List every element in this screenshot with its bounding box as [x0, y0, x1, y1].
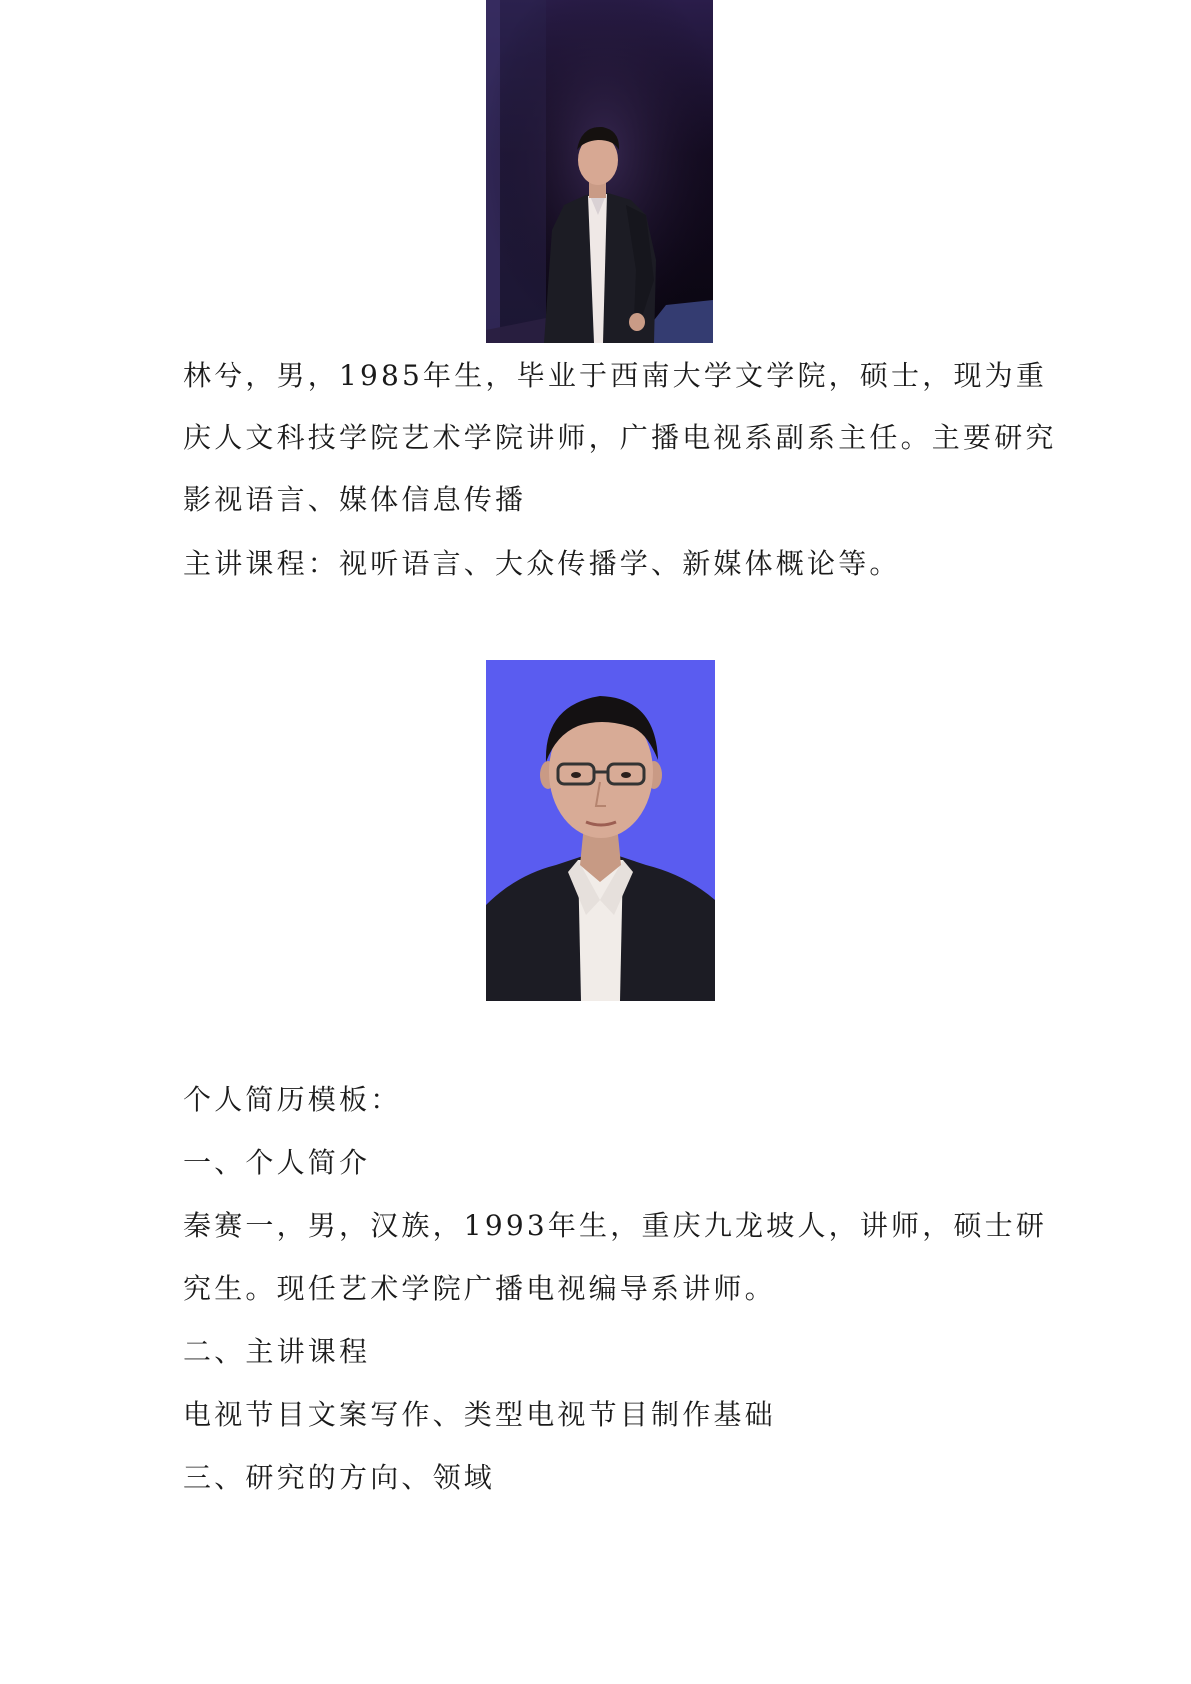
stage-portrait-image — [486, 0, 713, 343]
profile-1-bio-line-3: 影视语言、媒体信息传播 — [183, 483, 527, 516]
profile-2-bio-line-1: 秦赛一，男，汉族，1993年生，重庆九龙坡人，讲师，硕士研 — [183, 1209, 1048, 1242]
profile-2-courses: 电视节目文案写作、类型电视节目制作基础 — [183, 1398, 776, 1431]
profile-1-courses: 主讲课程：视听语言、大众传播学、新媒体概论等。 — [183, 547, 901, 580]
section-1-heading: 一、个人简介 — [183, 1146, 371, 1179]
profile-1-bio-line-1: 林兮，男，1985年生，毕业于西南大学文学院，硕士，现为重 — [183, 359, 1048, 392]
template-heading: 个人简历模板： — [183, 1083, 402, 1116]
profile-2-bio-line-2: 究生。现任艺术学院广播电视编导系讲师。 — [183, 1272, 776, 1305]
profile-photo-id — [486, 660, 715, 1001]
section-2-heading: 二、主讲课程 — [183, 1335, 371, 1368]
id-portrait-image — [486, 660, 715, 1001]
profile-photo-stage — [486, 0, 713, 343]
section-3-heading: 三、研究的方向、领域 — [183, 1461, 496, 1494]
profile-1-bio-line-2: 庆人文科技学院艺术学院讲师，广播电视系副系主任。主要研究 — [183, 421, 1057, 454]
